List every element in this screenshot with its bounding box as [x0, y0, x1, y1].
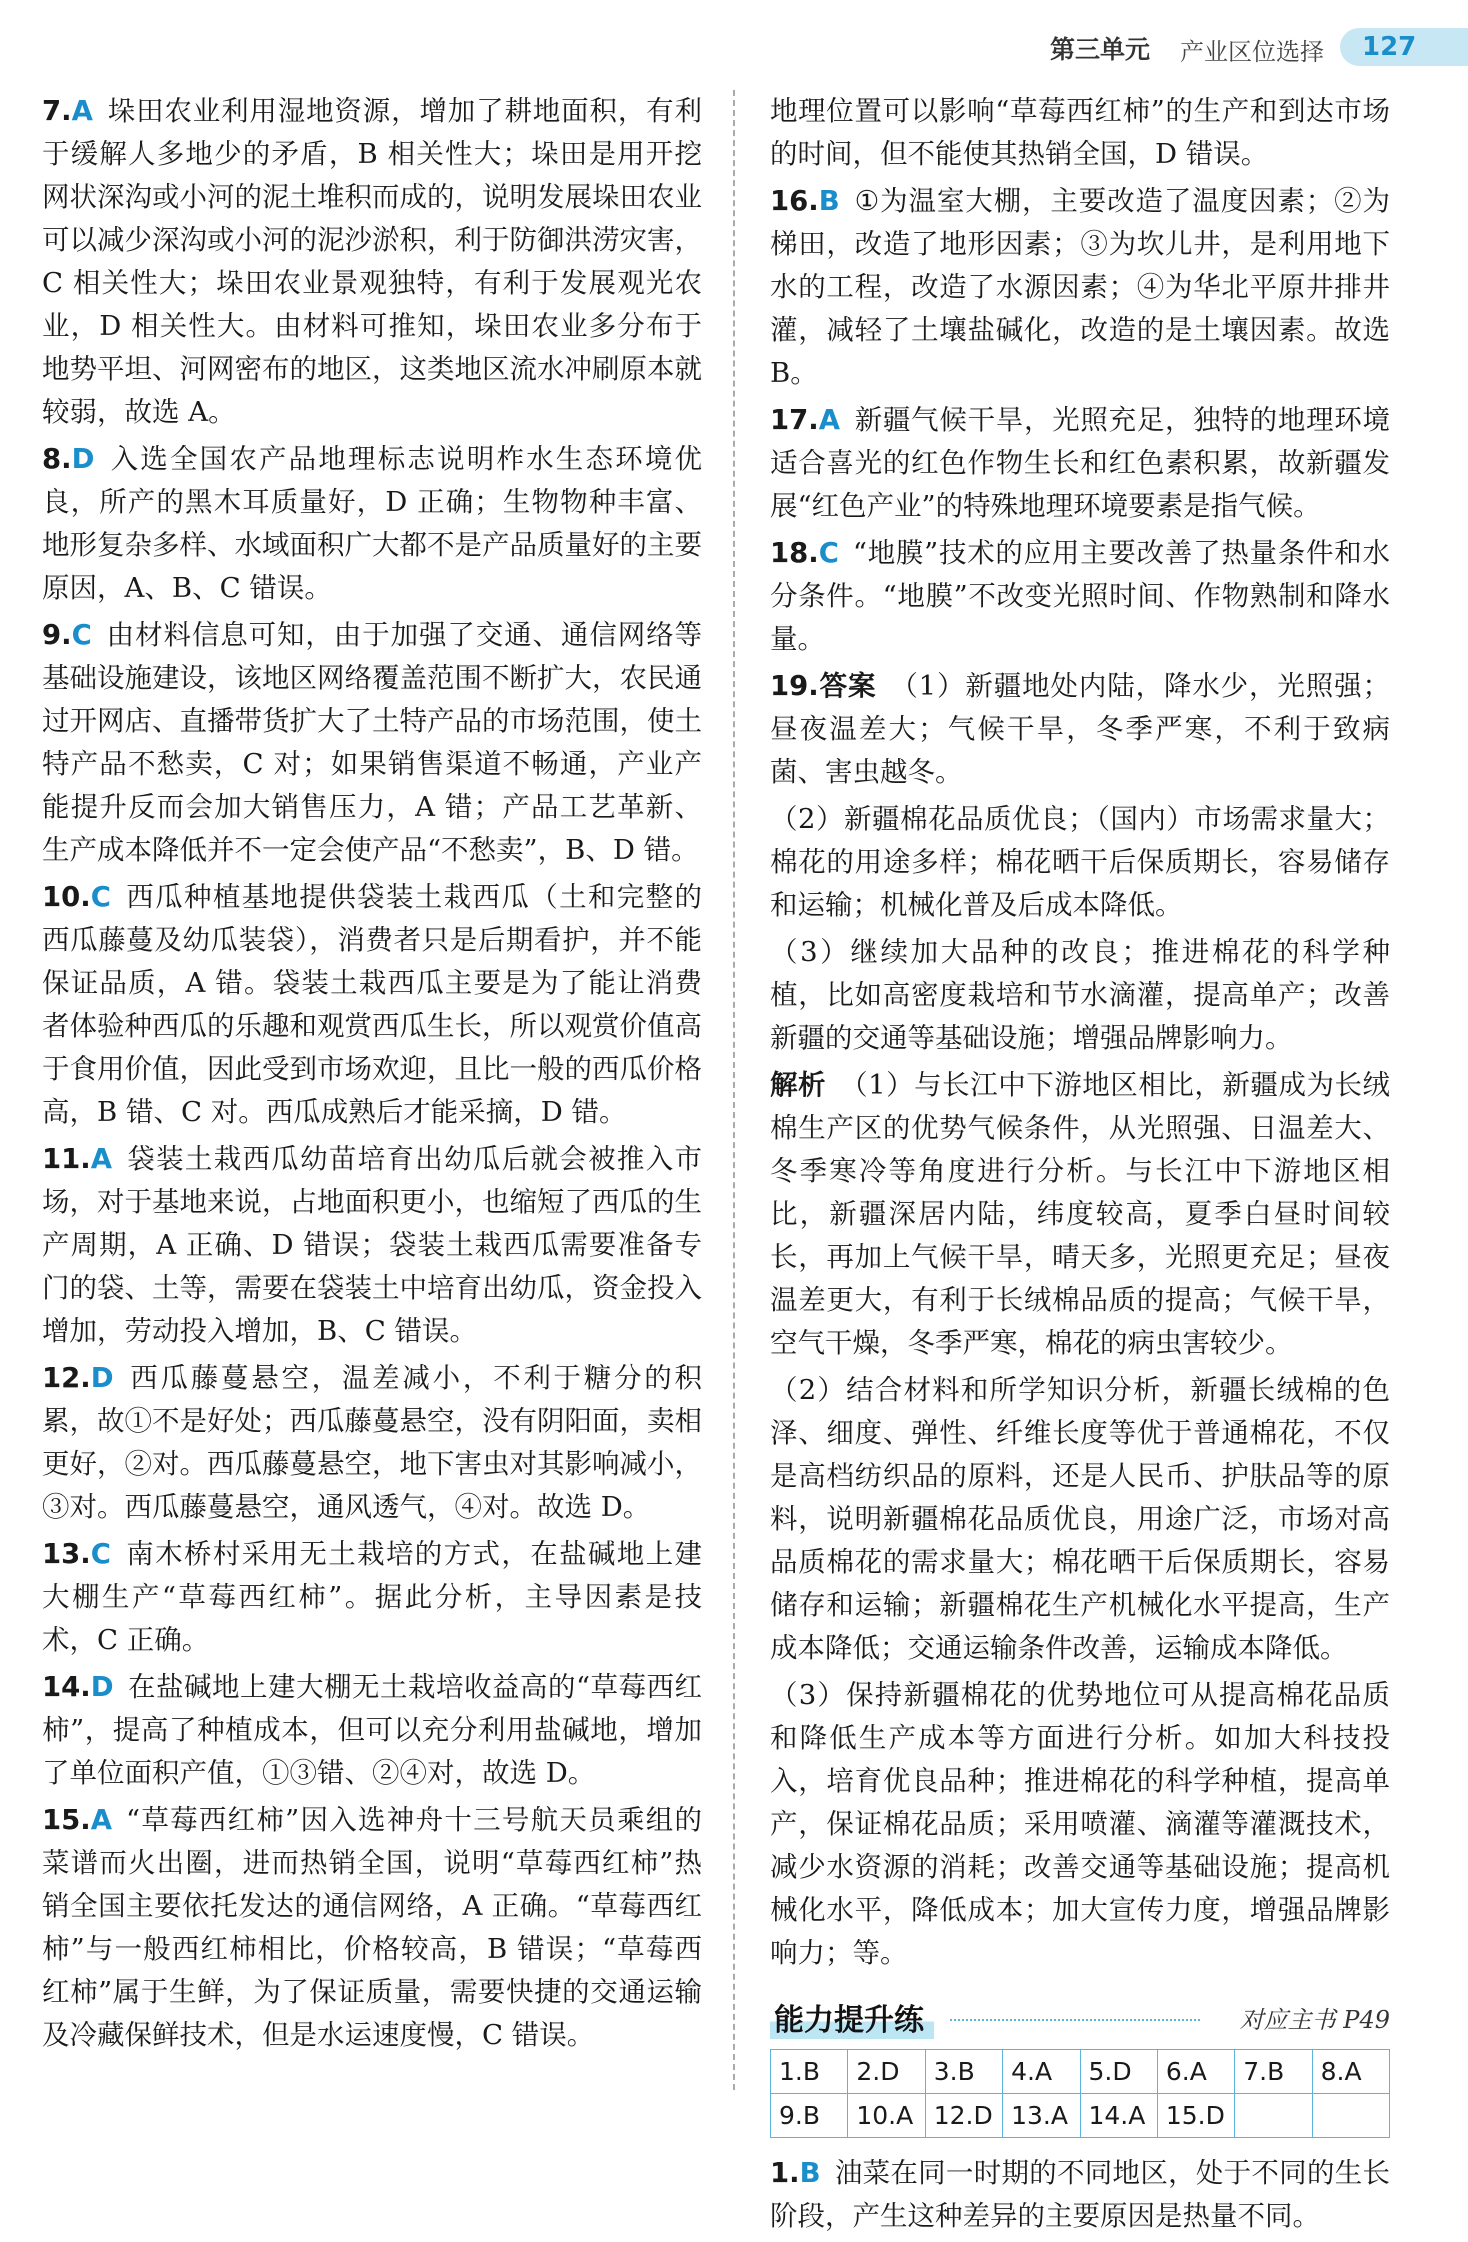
item-text: 南木桥村采用无土栽培的方式，在盐碱地上建大棚生产“草莓西红柿”。据此分析，主导因素是技术，C 正确。 [42, 1538, 702, 1656]
topic-title: 产业区位选择 [1180, 38, 1324, 66]
answer-item [42, 90, 702, 434]
page-number: 127 [1340, 28, 1468, 66]
answer-label: 答案 [818, 670, 877, 702]
item-number: 10. [42, 881, 91, 913]
item-text: 袋装土栽西瓜幼苗培育出幼瓜后就会被推入市场，对于基地来说，占地面积更小，也缩短了西瓜的生产周期，A 正确、D 错误；袋装土栽西瓜需要准备专门的袋、土等，需要在袋装土中培育出幼瓜，资金投入增加，劳动投入增加，B、C 错误。 [42, 1143, 702, 1347]
answer-cell: 13.A [1003, 2094, 1080, 2138]
answer-cell [1235, 2094, 1312, 2138]
item-number: 13. [42, 1538, 91, 1570]
section-reference: 对应主书 P49 [1239, 2006, 1390, 2034]
item-answer: D [90, 1362, 114, 1394]
last-item: 1.B 油菜在同一时期的不同地区，处于不同的生长阶段，产生这种差异的主要原因是热量不同。 [770, 2157, 1390, 2232]
item-text: 入选全国农产品地理标志说明柞水生态环境优良，所产的黑木耳质量好，D 正确；生物物种丰富、地形复杂多样、水域面积广大都不是产品质量好的主要原因，A、B、C 错误。 [42, 443, 702, 604]
item-answer: A [90, 1143, 113, 1175]
section-title: 能力提升练 [770, 1995, 934, 2039]
unit-title: 第三单元 [1050, 35, 1151, 64]
answer-cell: 4.A [1003, 2050, 1080, 2094]
answer-cell: 7.B [1235, 2050, 1312, 2094]
item-answer: C [90, 1538, 111, 1570]
answer-item [770, 180, 1390, 395]
q19 [770, 665, 1390, 794]
answer-cell: 10.A [848, 2094, 925, 2138]
answer-item [42, 1666, 702, 1795]
item-number: 17. [770, 404, 819, 436]
item-text: 新疆气候干旱，光照充足，独特的地理环境适合喜光的红色作物生长和红色素积累，故新疆发展“红色产业”的特殊地理环境要素是指气候。 [770, 404, 1390, 522]
answer-item [42, 1138, 702, 1353]
item-answer: C [90, 881, 111, 913]
item-text: 西瓜藤蔓悬空，温差减小，不利于糖分的积累，故①不是好处；西瓜藤蔓悬空，没有阴阳面，卖相更好，②对。西瓜藤蔓悬空，地下害虫对其影响减小，③对。西瓜藤蔓悬空，通风透气，④对。故选 D。 [42, 1362, 702, 1523]
q19-a2: （2）新疆棉花品质优良；（国内）市场需求量大；棉花的用途多样；棉花晒干后保质期长，容易储存和运输；机械化普及后成本降低。 [770, 803, 1390, 921]
answer-item [42, 1799, 702, 2057]
q19-j1: 解析 （1）与长江中下游地区相比，新疆成为长绒棉生产区的优势气候条件，从光照强、日温差大、冬季寒冷等角度进行分析。与长江中下游地区相比，新疆深居内陆，纬度较高，夏季白昼时间较长，再加上气候干旱，晴天多，光照更充足；昼夜温差更大，有利于长绒棉品质的提高；气候干旱，空气干燥，冬季严寒，棉花的病虫害较少。 [770, 1069, 1391, 1359]
continuation-text: 地理位置可以影响“草莓西红柿”的生产和到达市场的时间，但不能使其热销全国，D 错误。 [770, 95, 1390, 170]
item-number: 7. [42, 95, 72, 127]
item-number: 11. [42, 1143, 91, 1175]
item-answer: D [71, 443, 95, 475]
item-number: 14. [42, 1671, 91, 1703]
item-answer: B [818, 185, 840, 217]
answer-item [42, 1357, 702, 1529]
item-answer: C [71, 619, 92, 651]
q19-a1: （1）新疆地处内陆，降水少，光照强；昼夜温差大；气候干旱，冬季严寒，不利于致病菌、害虫越冬。 [770, 670, 1390, 788]
item-number: 15. [42, 1804, 91, 1836]
item-number: 9. [42, 619, 72, 651]
answer-cell: 12.D [925, 2094, 1002, 2138]
section-rule [950, 2019, 1200, 2021]
analysis-label: 解析 [770, 1069, 827, 1101]
item-answer: A [71, 95, 93, 127]
item-answer: D [90, 1671, 114, 1703]
q19-a3: （3）继续加大品种的改良；推进棉花的科学种植，比如高密度栽培和节水滴灌，提高单产；改善新疆的交通等基础设施；增强品牌影响力。 [770, 936, 1390, 1054]
item-text: 垛田农业利用湿地资源，增加了耕地面积，有利于缓解人多地少的矛盾，B 相关性大；垛田是用开挖网状深沟或小河的泥土堆积而成的，说明发展垛田农业可以减少深沟或小河的泥沙淤积，利于防御洪涝灾害，C 相关性大；垛田农业景观独特，有利于发展观光农业，D 相关性大。由材料可推知，垛田农业多分布于地势平坦、河网密布的地区，这类地区流水冲刷原本就较弱，故选 A。 [42, 95, 702, 428]
answer-cell: 1.B [771, 2050, 848, 2094]
right-column [770, 90, 1390, 2242]
answer-item [42, 438, 702, 610]
answer-item [42, 1533, 702, 1662]
item-number: 18. [770, 537, 819, 569]
answer-item [770, 399, 1390, 528]
item-text: 由材料信息可知，由于加强了交通、通信网络等基础设施建设，该地区网络覆盖范围不断扩大，农民通过开网店、直播带货扩大了土特产品的市场范围，使土特产品不愁卖，C 对；如果销售渠道不畅通，产业产能提升反而会加大销售压力，A 错；产品工艺革新、生产成本降低并不一定会使产品“不愁卖”，B、D 错。 [42, 619, 702, 866]
answer-cell: 2.D [848, 2050, 925, 2094]
item-number: 8. [42, 443, 72, 475]
answer-cell: 15.D [1157, 2094, 1234, 2138]
answer-cell: 8.A [1312, 2050, 1389, 2094]
answer-item [42, 614, 702, 872]
item-text: 西瓜种植基地提供袋装土栽西瓜（土和完整的西瓜藤蔓及幼瓜装袋），消费者只是后期看护，并不能保证品质，A 错。袋装土栽西瓜主要是为了能让消费者体验种西瓜的乐趣和观赏西瓜生长，所以观赏价值高于食用价值，因此受到市场欢迎，且比一般的西瓜价格高，B 错、C 对。西瓜成熟后才能采摘，D 错。 [42, 881, 702, 1128]
answer-cell: 14.A [1080, 2094, 1157, 2138]
column-divider [733, 90, 735, 2090]
item-text: “草莓西红柿”因入选神舟十三号航天员乘组的菜谱而火出圈，进而热销全国，说明“草莓西红柿”热销全国主要依托发达的通信网络，A 正确。“草莓西红柿”与一般西红柿相比，价格较高，B 错误；“草莓西红柿”属于生鲜，为了保证质量，需要快捷的交通运输及冷藏保鲜技术，但是水运速度慢，C 错误。 [42, 1804, 702, 2051]
answer-cell: 3.B [925, 2050, 1002, 2094]
item-answer: A [90, 1804, 113, 1836]
item-text: 在盐碱地上建大棚无土栽培收益高的“草莓西红柿”，提高了种植成本，但可以充分利用盐碱地，增加了单位面积产值，①③错、②④对，故选 D。 [42, 1671, 702, 1789]
answer-table [770, 2049, 1390, 2138]
section-header [770, 1995, 1390, 2039]
left-column [42, 90, 702, 2061]
q19-number: 19. [770, 670, 819, 702]
page-header [0, 0, 1468, 66]
item-text: ①为温室大棚，主要改造了温度因素；②为梯田，改造了地形因素；③为坎儿井，是利用地下水的工程，改造了水源因素；④为华北平原井排井灌，减轻了土壤盐碱化，改造的是土壤因素。故选 B。 [770, 185, 1390, 389]
item-number: 16. [770, 185, 819, 217]
answer-cell: 6.A [1157, 2050, 1234, 2094]
item-number: 12. [42, 1362, 91, 1394]
item-answer: A [818, 404, 841, 436]
answer-cell [1312, 2094, 1389, 2138]
item-answer: C [818, 537, 839, 569]
q19-j3: （3）保持新疆棉花的优势地位可从提高棉花品质和降低生产成本等方面进行分析。如加大科技投入，培育优良品种；推进棉花的科学种植，提高单产，保证棉花品质；采用喷灌、滴灌等灌溉技术，减少水资源的消耗；改善交通等基础设施；提高机械化水平，降低成本；加大宣传力度，增强品牌影响力；等。 [770, 1679, 1390, 1969]
answer-cell: 9.B [771, 2094, 848, 2138]
answer-cell: 5.D [1080, 2050, 1157, 2094]
answer-item [42, 876, 702, 1134]
answer-item [770, 532, 1390, 661]
item-text: “地膜”技术的应用主要改善了热量条件和水分条件。“地膜”不改变光照时间、作物熟制和降水量。 [770, 537, 1390, 655]
q19-j2: （2）结合材料和所学知识分析，新疆长绒棉的色泽、细度、弹性、纤维长度等优于普通棉花，不仅是高档纺织品的原料，还是人民币、护肤品等的原料，说明新疆棉花品质优良，用途广泛，市场对高品质棉花的需求量大；棉花晒干后保质期长，容易储存和运输；新疆棉花生产机械化水平提高，生产成本降低；交通运输条件改善，运输成本降低。 [770, 1374, 1390, 1664]
